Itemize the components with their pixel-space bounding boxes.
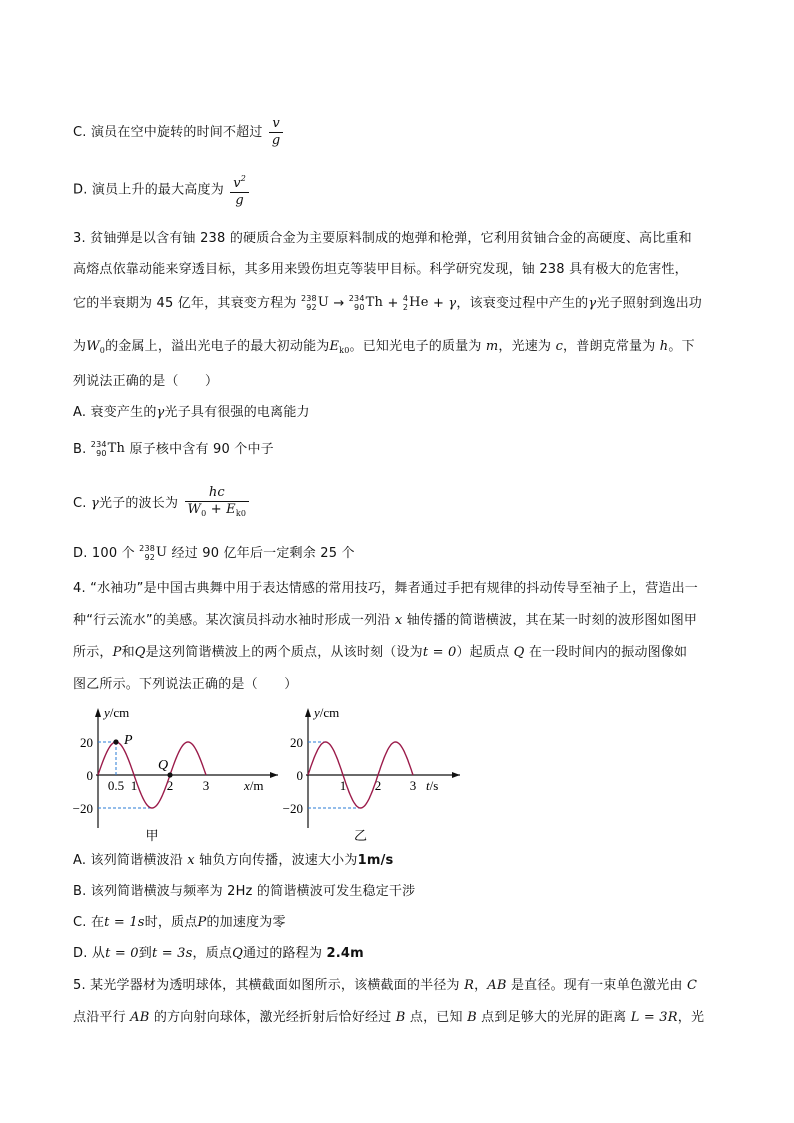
q3-line-2: 高熔点依靠动能来穿透目标，其多用来毁伤坦克等装甲目标。科学研究发现，铀 238 具有极大的危害性， [73,262,688,277]
q3-option-b: B. 234 90 Th 原子核中含有 90 个中子 [73,440,274,458]
q4-line-3: 所示，P和Q是这列简谐横波上的两个质点，从该时刻（设为t = 0）起质点 Q 在一段时间内的振动图像如 [73,645,688,660]
q3-line-4: 为$W_0$的金属上，溢出光电子的最大初动能为$E_{k0}$。已知光电子的质量为 m，光速为 c，普朗克常量为 h。下 [73,339,695,355]
wave-graph-jia [65,700,285,848]
q3-line-3: 它的半衰期为 45 亿年，其衰变方程为 238 92 U → 234 90 Th + 4 2 He + γ，该衰变过程中产生的γ光子照射到逸出功 [73,294,702,312]
y-tick-label: −20 [72,801,93,816]
q3-option-a: A. 衰变产生的γ光子具有很强的电离能力 [73,405,310,420]
x-tick-label: 3 [409,778,417,793]
y-axis-arrow-icon [95,708,101,717]
q2-option-d: D. 演员上升的最大高度为 $\frac{v^2}{g}$ [73,171,251,209]
nuclide-he4: 4 2 He [402,294,429,312]
point-p [113,739,118,744]
y-axis-label: y/cm [104,705,130,720]
y-tick-label: 20 [80,735,93,750]
y-axis-label: y/cm [314,705,340,720]
q3-line-5: 列说法正确的是（ ） [73,374,219,389]
q2-option-c: C. 演员在空中旋转的时间不超过 $\frac{v}{g}$ [73,116,285,149]
point-q [167,772,172,777]
fraction-v2-over-g: $\frac{v^2}{g}$ [230,171,249,209]
vibration-graph-yi [275,700,475,848]
q3-option-d: D. 100 个 238 92 U 经过 90 亿年后一定剩余 25 个 [73,544,355,562]
nuclide-th234: 234 90 Th [348,294,384,312]
x-tick-label: 0.5 [107,778,125,793]
figure-caption: 乙 [353,828,368,843]
nuclide-th234: 234 90 Th [90,440,126,458]
q5-line-1: 5. 某光学器材为透明球体，其横截面如图所示，该横截面的半径为 R，AB 是直径。现有一束单色激光由 C [73,978,698,993]
y-tick-label: 0 [86,768,93,783]
q3-line-1: 3. 贫铀弹是以含有铀 238 的硬质合金为主要原料制成的炮弹和枪弹，它利用贫铀合金的高硬度、高比重和 [73,231,692,246]
point-label-q: Q [158,758,169,773]
q4-option-d: D. 从t = 0到t = 3s，质点Q通过的路程为 2.4m [73,946,364,961]
q4-line-1: 4. “水袖功”是中国古典舞中用于表达情感的常用技巧，舞者通过手把有规律的抖动传导至袖子上，营造出一 [73,581,699,596]
q4-option-b: B. 该列简谐横波与频率为 2Hz 的简谐横波可发生稳定干涉 [73,884,416,899]
x-axis-label: x/m [244,778,264,793]
x-tick-label: 1 [339,778,347,793]
x-axis-arrow-icon [452,772,460,778]
fraction-v-over-g: $\frac{v}{g}$ [269,116,284,149]
y-tick-label: 20 [290,735,303,750]
x-axis-label: t/s [426,778,439,793]
y-tick-label: 0 [296,768,303,783]
nuclide-u238: 238 92 U [139,544,168,562]
q4-line-4: 图乙所示。下列说法正确的是（ ） [73,677,298,692]
x-tick-label: 2 [166,778,174,793]
y-tick-label: −20 [282,801,303,816]
q4-option-a: A. 该列简谐横波沿 x 轴负方向传播，波速大小为1m/s [73,853,394,868]
q3-option-c: C. γ光子的波长为 $\frac{hc}{W_0 + E_{k0}}$ [73,485,251,522]
x-tick-label: 3 [202,778,210,793]
q5-line-2: 点沿平行 AB 的方向射向球体，激光经折射后恰好经过 B 点，已知 B 点到足够大的光屏的距离 L = 3R，光 [73,1010,705,1025]
point-label-p: P [124,733,133,748]
q4-option-c: C. 在t = 1s时，质点P的加速度为零 [73,915,286,930]
x-tick-label: 1 [130,778,138,793]
x-tick-label: 2 [374,778,382,793]
y-axis-arrow-icon [305,708,311,717]
q4-line-2: 种“行云流水”的美感。某次演员抖动水袖时形成一列沿 x 轴传播的简谐横波，其在某一时刻的波形图如图甲 [73,613,698,628]
fraction-hc-over-w0-ek0: $\frac{hc}{W_0 + E_{k0}}$ [185,485,250,522]
nuclide-u238: 238 92 U [300,294,329,312]
figure-caption: 甲 [145,828,159,843]
